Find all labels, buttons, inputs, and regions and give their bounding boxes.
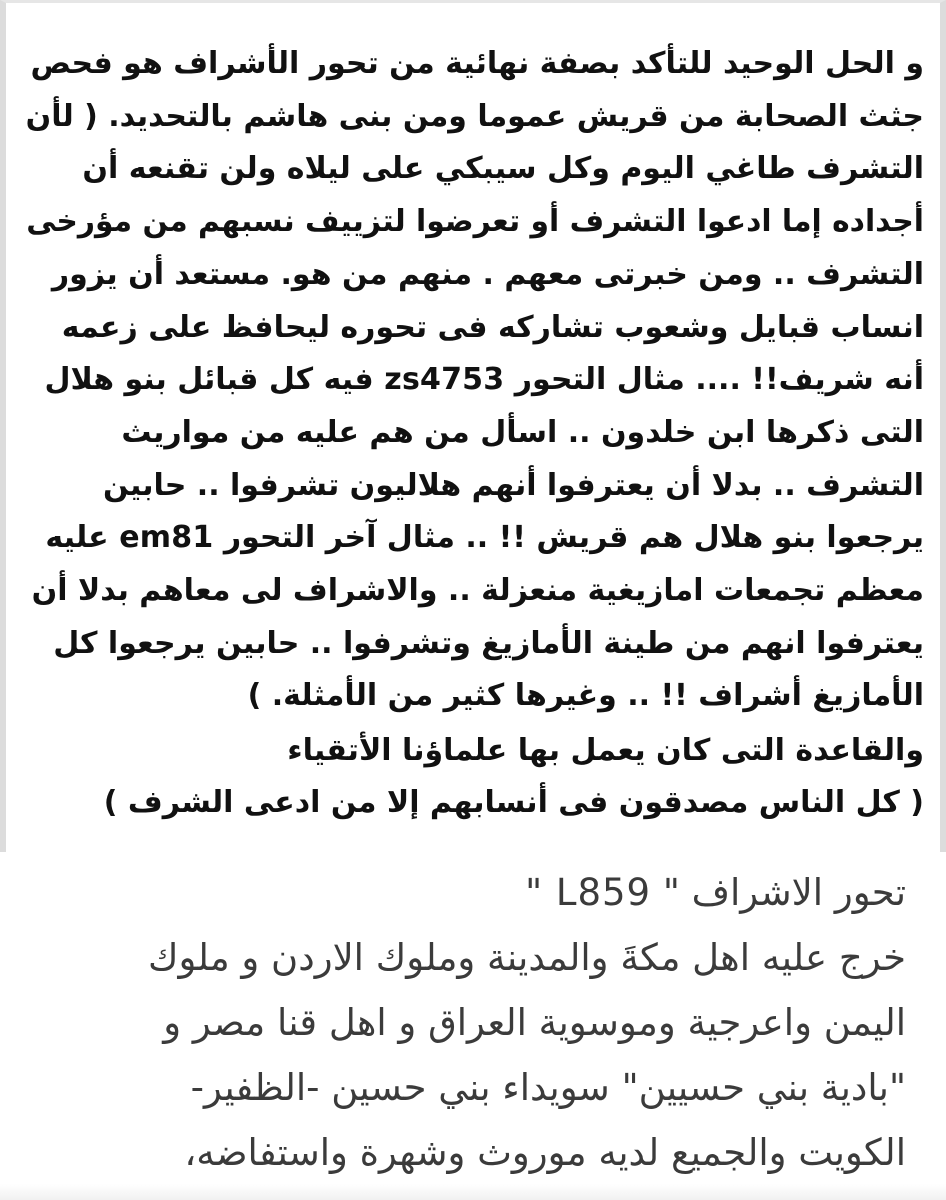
post-line: انساب قبايل وشعوب تشاركه فى تحوره ليحافظ على زعمه <box>61 309 924 345</box>
rule-quote <box>26 725 924 829</box>
image-line: خرج عليه اهل مكةَ والمدينة وملوك الاردن و ملوك <box>147 936 906 979</box>
post-line: أجداده إما ادعوا التشرف أو تعرضوا لتزييف نسبهم من مؤرخى <box>26 204 924 240</box>
post-line: أنه شريف!! .... مثال التحور zs4753 فيه كل قبائل بنو هلال <box>44 362 924 398</box>
post-line: الأمازيغ أشراف !! .. وغيرها كثير من الأمثلة. ) <box>247 678 924 714</box>
image-line: الكويت والجميع لديه موروث وشهرة واستفاضه، <box>184 1131 906 1174</box>
post-line: التشرف .. بدلا أن يعترفوا أنهم هلاليون تشرفوا .. حابين <box>102 467 924 503</box>
post-line: التى ذكرها ابن خلدون .. اسأل من هم عليه من مواريث <box>121 414 924 450</box>
image-line: اليمن واعرجية وموسوية العراق و اهل قنا مصر و <box>163 1001 906 1044</box>
post-line: جثث الصحابة من قريش عموما ومن بنى هاشم بالتحديد. ( لأن <box>25 98 924 134</box>
post-text <box>26 38 924 723</box>
image-bottom-edge <box>0 1184 946 1200</box>
image-line: "بادية بني حسيين" سويداء بني حسين -الظفير- <box>190 1066 906 1109</box>
post-line: معظم تجمعات امازيغية منعزلة .. والاشراف لى معاهم بدلا أن <box>31 573 924 609</box>
image-line: تحور الاشراف " L859 " <box>525 871 906 914</box>
post-line: يعترفوا انهم من طينة الأمازيغ وتشرفوا .. حابين يرجعوا كل <box>53 625 924 661</box>
post-line: و الحل الوحيد للتأكد بصفة نهائية من تحور الأشراف هو فحص <box>30 46 924 81</box>
attached-image[interactable] <box>0 852 946 1200</box>
image-text <box>36 860 906 1185</box>
rule-line: والقاعدة التى كان يعمل بها علماؤنا الأتقياء <box>287 733 924 768</box>
post-line: التشرف طاغي اليوم وكل سيبكي على ليلاه ولن تقنعه أن <box>82 151 924 187</box>
post-line: التشرف .. ومن خبرتى معهم . منهم من هو. مستعد أن يزور <box>51 256 924 292</box>
rule-line: ( كل الناس مصدقون فى أنسابهم إلا من ادعى الشرف ) <box>103 785 924 820</box>
post-line: يرجعوا بنو هلال هم قريش !! .. مثال آخر التحور em81 عليه <box>45 520 924 556</box>
